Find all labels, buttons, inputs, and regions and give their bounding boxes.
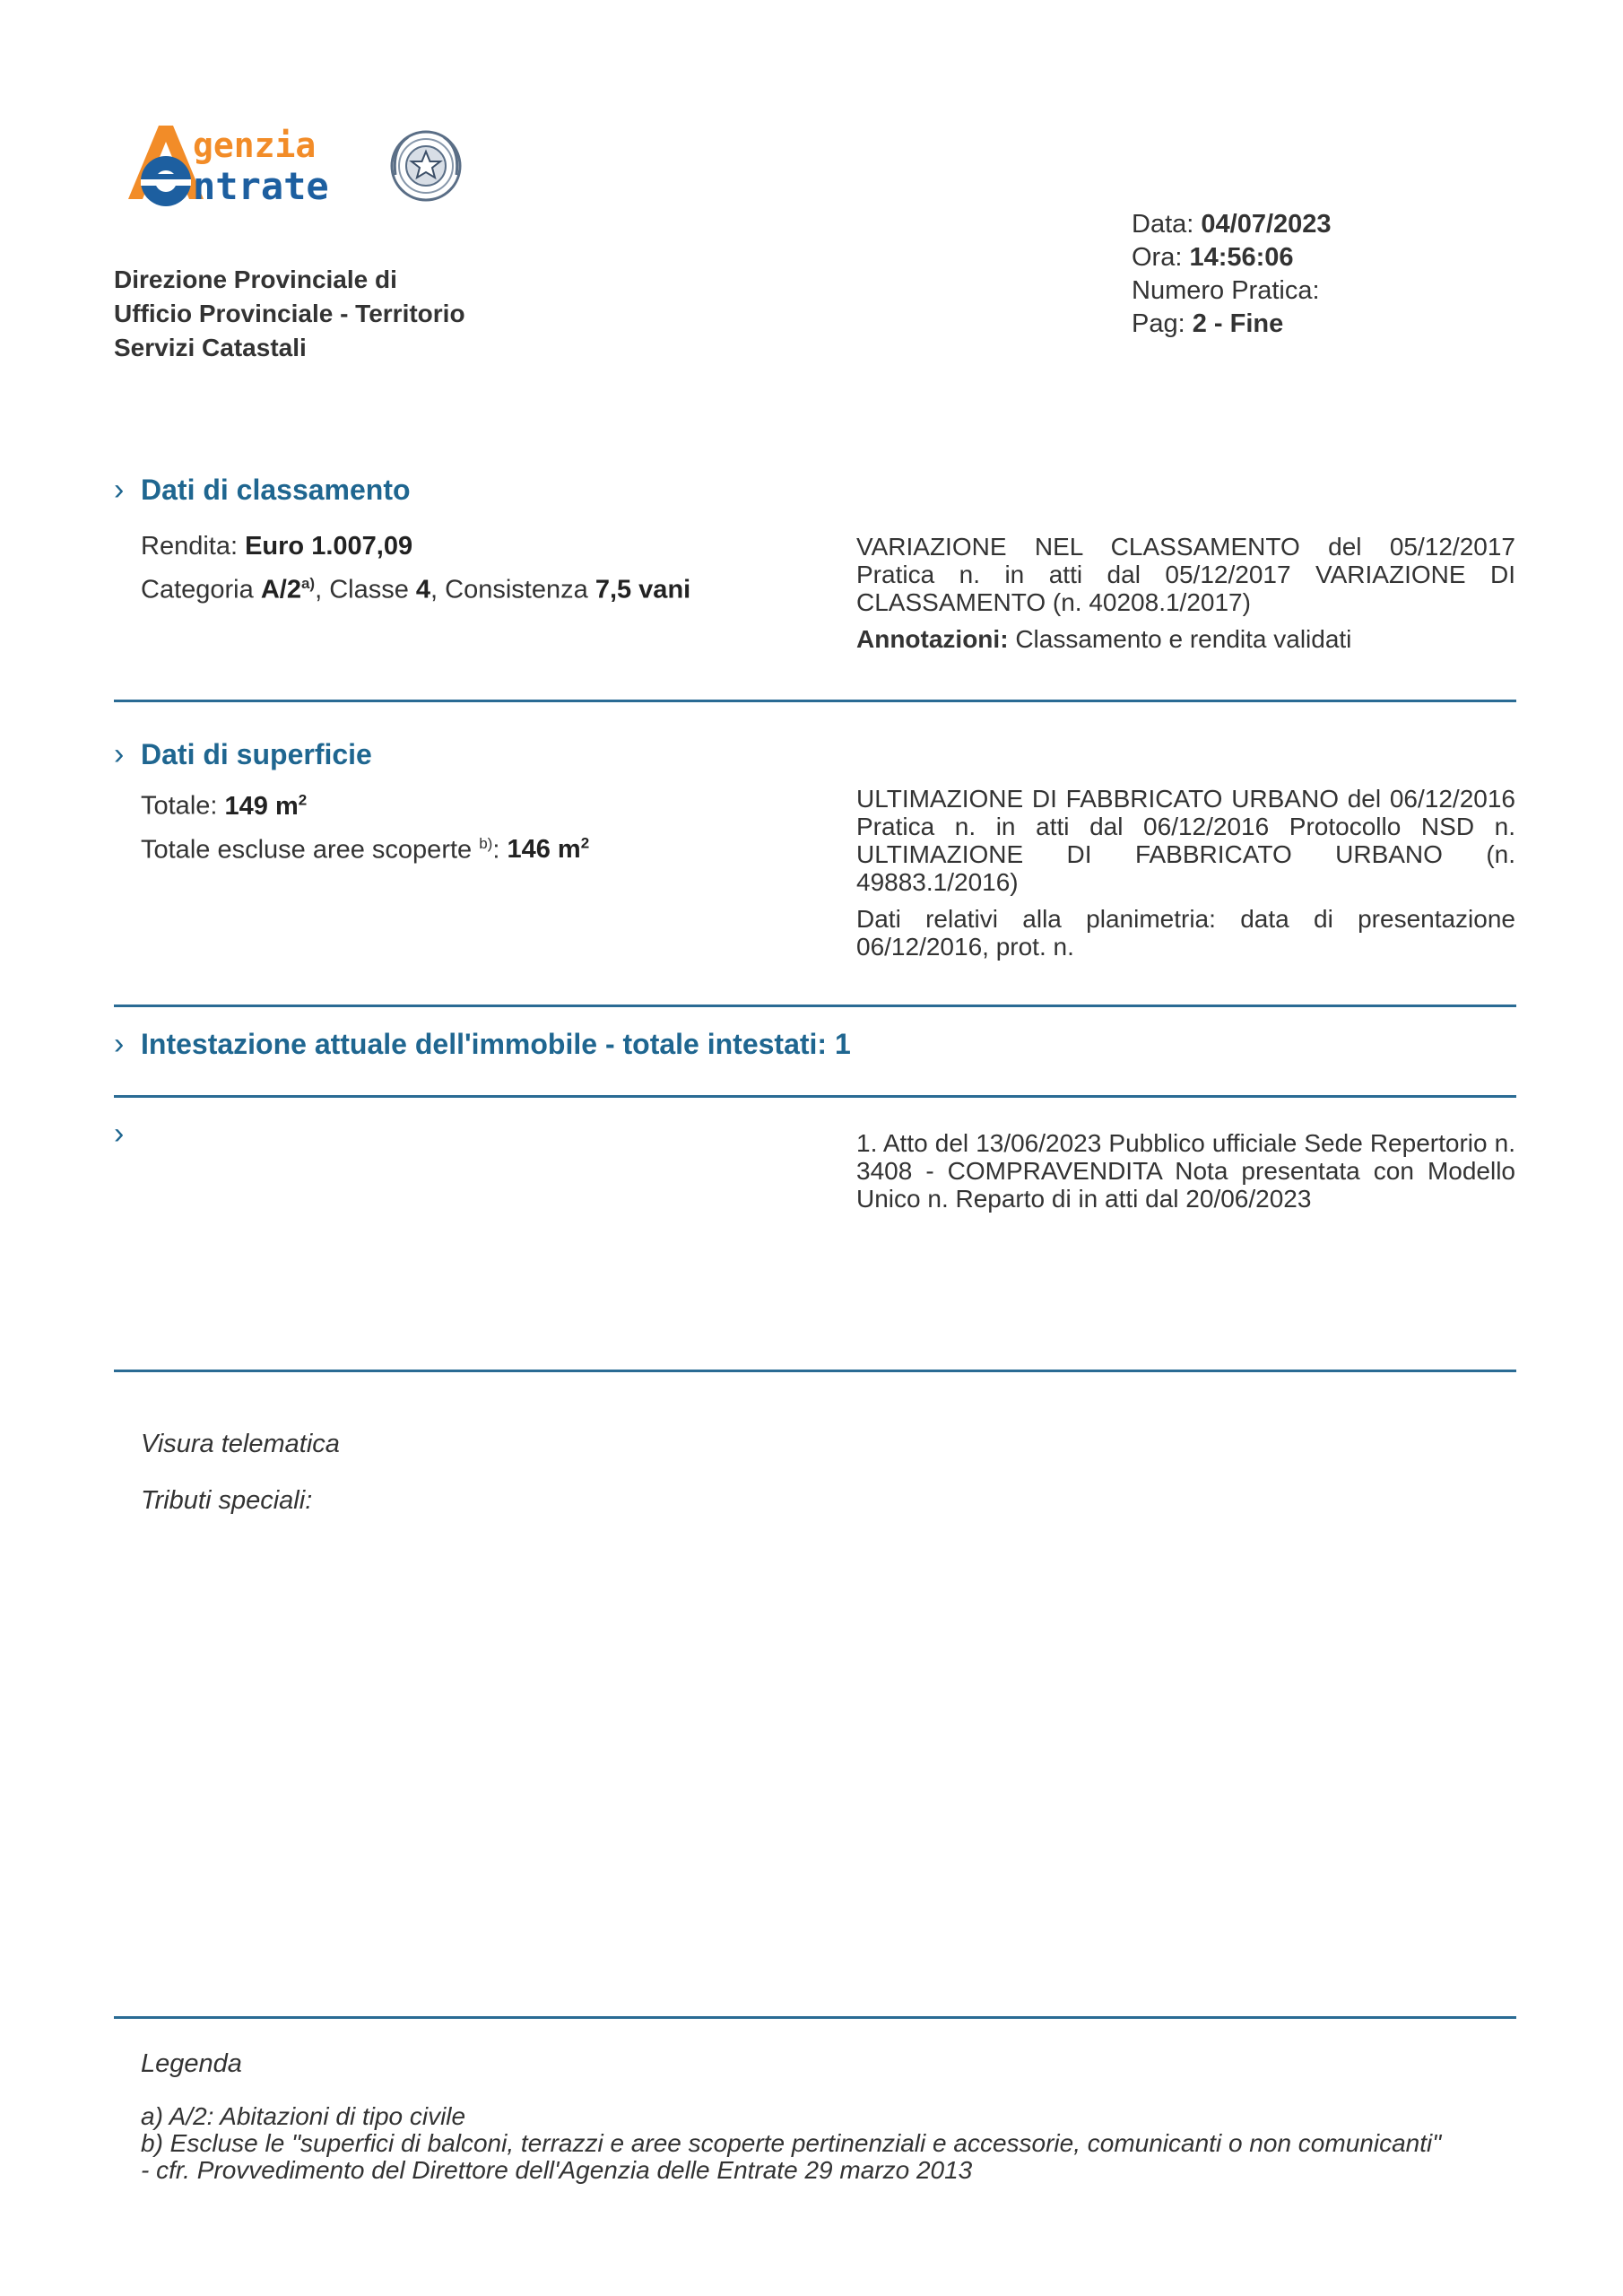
chevron-right-icon: › — [114, 1117, 125, 1151]
section-title-superficie: › Dati di superficie — [114, 737, 372, 771]
legenda-note: - cfr. Provvedimento del Direttore dell'Agenzia delle Entrate 29 marzo 2013 — [141, 2156, 973, 2184]
divider — [114, 1095, 1516, 1098]
totale-line: Totale: 149 $m^2$ — [141, 791, 308, 821]
office-line: Servizi Catastali — [114, 334, 307, 361]
superficie-left — [141, 781, 589, 868]
office-address — [114, 263, 465, 365]
office-line: Direzione Provinciale di — [114, 265, 397, 293]
categoria-line: Categoria A/2$^{a)}$, Classe 4, Consistenza 7,5 vani — [141, 575, 691, 604]
planimetria-text: Dati relativi alla planimetria: data di presentazione 06/12/2016, prot. n. — [856, 905, 1515, 961]
office-line: Ufficio Provinciale - Territorio — [114, 300, 465, 327]
meta-time: Ora: 14:56:06 — [1132, 243, 1294, 272]
variazione-text: VARIAZIONE NEL CLASSAMENTO del 05/12/2017 Pratica n. in atti dal 05/12/2017 VARIAZIONE DI CLASSAMENTO (n. 40208.1/2017) — [856, 533, 1515, 616]
section-title-intestazione: › Intestazione attuale dell'immobile - totale intestati: 1 — [114, 1027, 851, 1061]
superficie-right — [856, 785, 1515, 961]
svg-text:ntrate: ntrate — [193, 164, 329, 208]
document-meta — [1132, 208, 1332, 341]
annotazioni-line: Annotazioni: Classamento e rendita validati — [856, 625, 1352, 653]
meta-page: Pag: 2 - Fine — [1132, 309, 1284, 338]
legenda-title: Legenda — [141, 2049, 242, 2078]
rendita-line: Rendita: Euro 1.007,09 — [141, 532, 413, 561]
chevron-right-icon: › — [114, 473, 125, 507]
atto-text: 1. Atto del 13/06/2023 Pubblico ufficiale Sede Repertorio n. 3408 - COMPRAVENDITA Nota presentata con Modello Unico n. Reparto di in atti dal 20/06/2023 — [856, 1129, 1515, 1213]
visura-label: Visura telematica — [141, 1430, 340, 1458]
legenda-note: a) A/2: Abitazioni di tipo civile — [141, 2102, 466, 2130]
ultimazione-text: ULTIMAZIONE DI FABBRICATO URBANO del 06/12/2016 Pratica n. in atti dal 06/12/2016 Protocollo NSD n. ULTIMAZIONE DI FABBRICATO URBANO (n. 49883.1/2016) — [856, 785, 1515, 896]
agenzia-entrate-logo — [121, 117, 466, 215]
divider — [114, 700, 1516, 702]
logo-graphic — [121, 117, 466, 215]
chevron-right-icon: › — [114, 1027, 125, 1061]
tributi-label: Tributi speciali: — [141, 1486, 313, 1515]
escluse-line: Totale escluse aree scoperte $^{b)}$: 146 $m^2$ — [141, 834, 590, 865]
section-title-classamento: › Dati di classamento — [114, 473, 411, 507]
legenda-note: b) Escluse le "superfici di balconi, terrazzi e aree scoperte pertinenziali e accessorie, comunicanti o non comunicanti" — [141, 2129, 1442, 2157]
svg-text:genzia: genzia — [193, 126, 317, 165]
owner-entry — [114, 1117, 141, 1152]
legenda-notes — [141, 2103, 1522, 2184]
divider — [114, 1370, 1516, 1372]
repubblica-emblem-icon — [392, 132, 460, 200]
meta-date: Data: 04/07/2023 — [1132, 210, 1332, 239]
meta-pratica: Numero Pratica: — [1132, 276, 1320, 305]
classamento-right — [856, 533, 1515, 653]
divider — [114, 1004, 1516, 1007]
chevron-right-icon: › — [114, 737, 125, 771]
divider — [114, 2016, 1516, 2019]
classamento-left — [141, 528, 690, 609]
intestazione-right — [856, 1129, 1515, 1213]
